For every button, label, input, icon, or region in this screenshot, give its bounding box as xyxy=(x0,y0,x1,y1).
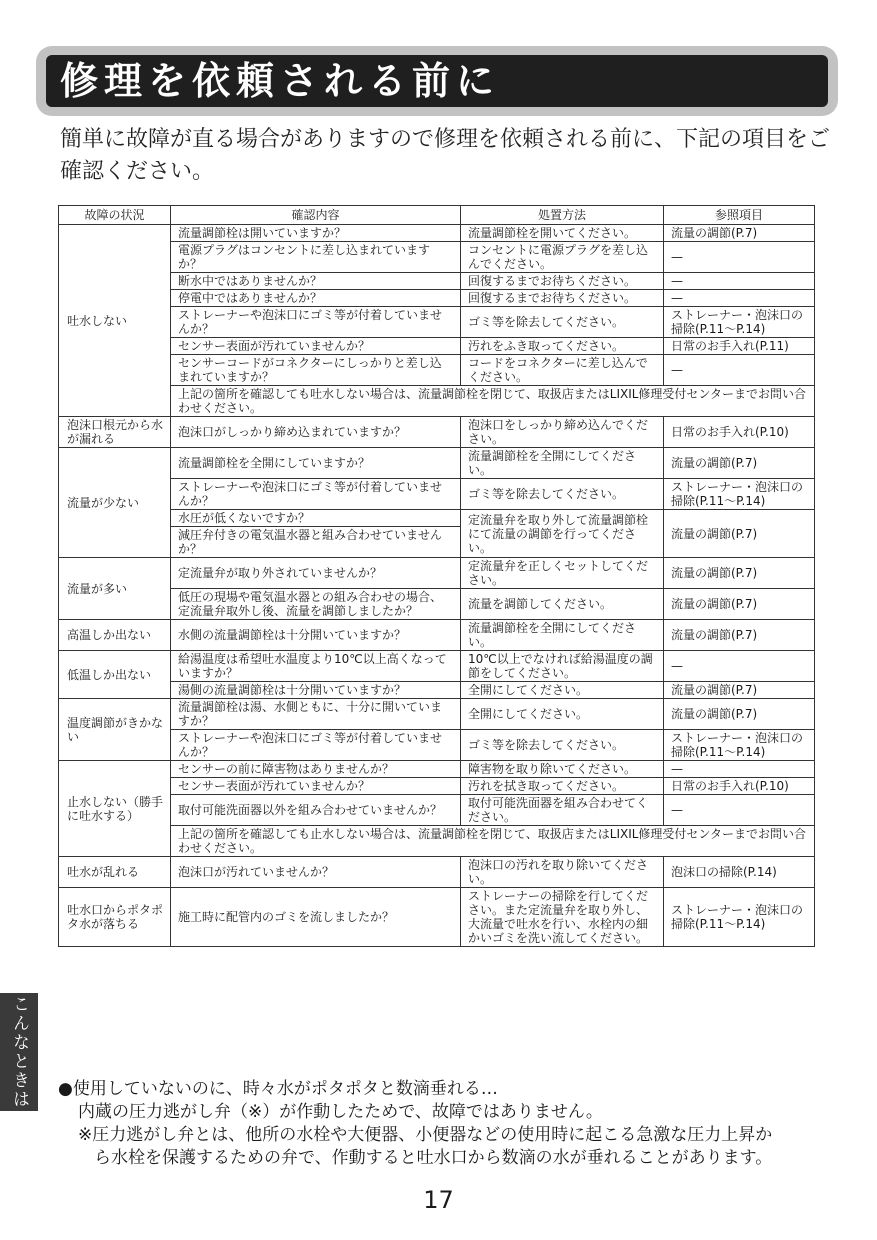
situation-cell: 吐水しない xyxy=(59,225,171,417)
action-cell: 流量調節栓を全開にしてください。 xyxy=(461,620,664,651)
check-cell: 流量調節栓を全開にしていますか？ xyxy=(171,448,461,479)
table-row xyxy=(59,857,815,888)
situation-cell: 高温しか出ない xyxy=(59,620,171,651)
action-cell: コードをコネクターに差し込んでください。 xyxy=(461,355,664,386)
check-cell: 取付可能洗面器以外を組み合わせていませんか？ xyxy=(171,795,461,826)
action-cell: 回復するまでお待ちください。 xyxy=(461,273,664,290)
reference-cell: 流量の調節(P.7) xyxy=(664,620,815,651)
note-line-2: 内蔵の圧力逃がし弁（※）が作動したためで、故障ではありません。 xyxy=(78,1102,603,1122)
header-situation: 故障の状況 xyxy=(59,206,171,225)
reference-cell: 流量の調節(P.7) xyxy=(664,510,815,558)
check-cell: ストレーナーや泡沫口にゴミ等が付着していませんか？ xyxy=(171,307,461,338)
reference-cell: 日常のお手入れ(P.11) xyxy=(664,338,815,355)
action-cell: 障害物を取り除いてください。 xyxy=(461,761,664,778)
situation-cell: 低温しか出ない xyxy=(59,651,171,699)
table-row xyxy=(59,307,815,338)
reference-cell: 日常のお手入れ(P.10) xyxy=(664,778,815,795)
action-cell: ストレーナーの掃除を行してください。また定流量弁を取り外し、大流量で吐水を行い、水栓内の細かいゴミを洗い流してください。 xyxy=(461,888,664,947)
note-line-1: ●使用していないのに、時々水がポタポタと数滴垂れる… xyxy=(58,1079,498,1099)
reference-cell: — xyxy=(664,651,815,682)
header-check: 確認内容 xyxy=(171,206,461,225)
reference-cell: — xyxy=(664,273,815,290)
situation-cell: 吐水口からポタポタ水が落ちる xyxy=(59,888,171,947)
page-number: 17 xyxy=(423,1186,454,1214)
header-action: 処置方法 xyxy=(461,206,664,225)
table-row xyxy=(59,242,815,273)
check-cell: 電源プラグはコンセントに差し込まれていますか？ xyxy=(171,242,461,273)
table-row xyxy=(59,558,815,589)
check-cell: センサー表面が汚れていませんか？ xyxy=(171,778,461,795)
note-line-3: ※圧力逃がし弁とは、他所の水栓や大便器、小便器などの使用時に起こる急激な圧力上昇か xyxy=(78,1125,773,1145)
table-row xyxy=(59,730,815,761)
reference-cell: ストレーナー・泡沫口の掃除(P.11〜P.14) xyxy=(664,307,815,338)
table-row xyxy=(59,778,815,795)
situation-cell: 流量が多い xyxy=(59,558,171,620)
check-cell: 流量調節栓は開いていますか？ xyxy=(171,225,461,242)
check-cell: 流量調節栓は湯、水側ともに、十分に開いていますか？ xyxy=(171,699,461,730)
action-cell: 全開にしてください。 xyxy=(461,699,664,730)
table-note-row xyxy=(59,386,815,417)
note-line-4: ら水栓を保護するための弁で、作動すると吐水口から数滴の水が垂れることがあります。 xyxy=(94,1148,773,1168)
action-cell: 定流量弁を取り外して流量調節栓にて流量の調節を行ってください。 xyxy=(461,510,664,558)
reference-cell: 流量の調節(P.7) xyxy=(664,682,815,699)
action-cell: 流量を調節してください。 xyxy=(461,589,664,620)
action-cell: 回復するまでお待ちください。 xyxy=(461,290,664,307)
table-row xyxy=(59,682,815,699)
note-cell: 上記の箇所を確認しても吐水しない場合は、流量調節栓を閉じて、取扱店またはLIXIL修理受付センターまでお問い合わせください。 xyxy=(171,386,815,417)
page-title: 修理を依頼される前に xyxy=(60,59,501,103)
table-row xyxy=(59,479,815,510)
situation-cell: 泡沫口根元から水が漏れる xyxy=(59,417,171,448)
table-row xyxy=(59,290,815,307)
action-cell: 定流量弁を正しくセットしてください。 xyxy=(461,558,664,589)
table-row xyxy=(59,355,815,386)
table-row xyxy=(59,338,815,355)
check-cell: 施工時に配管内のゴミを流しましたか？ xyxy=(171,888,461,947)
check-cell: 水圧が低くないですか？ xyxy=(171,510,461,527)
reference-cell: 流量の調節(P.7) xyxy=(664,699,815,730)
action-cell: 10℃以上でなければ給湯温度の調節をしてください。 xyxy=(461,651,664,682)
check-cell: 定流量弁が取り外されていませんか？ xyxy=(171,558,461,589)
situation-cell: 止水しない（勝手に吐水する） xyxy=(59,761,171,857)
notes-block xyxy=(58,1078,838,1170)
table-row xyxy=(59,620,815,651)
reference-cell: — xyxy=(664,761,815,778)
reference-cell: 泡沫口の掃除(P.14) xyxy=(664,857,815,888)
reference-cell: ストレーナー・泡沫口の掃除(P.11〜P.14) xyxy=(664,730,815,761)
table-row xyxy=(59,273,815,290)
check-cell: 湯側の流量調節栓は十分開いていますか？ xyxy=(171,682,461,699)
table-row xyxy=(59,795,815,826)
reference-cell: — xyxy=(664,290,815,307)
action-cell: ゴミ等を除去してください。 xyxy=(461,307,664,338)
check-cell: 減圧弁付きの電気温水器と組み合わせていませんか？ xyxy=(171,527,461,558)
check-cell: 泡沫口がしっかり締め込まれていますか？ xyxy=(171,417,461,448)
note-cell: 上記の箇所を確認しても止水しない場合は、流量調節栓を閉じて、取扱店またはLIXIL修理受付センターまでお問い合わせください。 xyxy=(171,826,815,857)
check-cell: センサー表面が汚れていませんか？ xyxy=(171,338,461,355)
reference-cell: 流量の調節(P.7) xyxy=(664,448,815,479)
action-cell: 汚れをふき取ってください。 xyxy=(461,338,664,355)
table-row xyxy=(59,510,815,527)
situation-cell: 流量が少ない xyxy=(59,448,171,558)
check-cell: ストレーナーや泡沫口にゴミ等が付着していませんか？ xyxy=(171,479,461,510)
reference-cell: 流量の調節(P.7) xyxy=(664,225,815,242)
action-cell: ゴミ等を除去してください。 xyxy=(461,730,664,761)
action-cell: 泡沫口の汚れを取り除いてください。 xyxy=(461,857,664,888)
check-cell: センサーコードがコネクターにしっかりと差し込まれていますか？ xyxy=(171,355,461,386)
reference-cell: 流量の調節(P.7) xyxy=(664,558,815,589)
table-row xyxy=(59,589,815,620)
action-cell: 汚れを拭き取ってください。 xyxy=(461,778,664,795)
header-reference: 参照項目 xyxy=(664,206,815,225)
action-cell: ゴミ等を除去してください。 xyxy=(461,479,664,510)
reference-cell: — xyxy=(664,795,815,826)
check-cell: 給湯温度は希望吐水温度より10℃以上高くなっていますか？ xyxy=(171,651,461,682)
reference-cell: — xyxy=(664,242,815,273)
reference-cell: 流量の調節(P.7) xyxy=(664,589,815,620)
troubleshooting-table xyxy=(58,205,815,947)
situation-cell: 温度調節がきかない xyxy=(59,699,171,761)
action-cell: 流量調節栓を全開にしてください。 xyxy=(461,448,664,479)
table-note-row xyxy=(59,826,815,857)
action-cell: 泡沫口をしっかり締め込んでください。 xyxy=(461,417,664,448)
table-row xyxy=(59,888,815,947)
action-cell: 流量調節栓を開いてください。 xyxy=(461,225,664,242)
reference-cell: ストレーナー・泡沫口の掃除(P.11〜P.14) xyxy=(664,479,815,510)
action-cell: 全開にしてください。 xyxy=(461,682,664,699)
table-row xyxy=(59,699,815,730)
check-cell: 低圧の現場や電気温水器との組み合わせの場合、定流量弁取外し後、流量を調節しましたか？ xyxy=(171,589,461,620)
reference-cell: — xyxy=(664,355,815,386)
table-row xyxy=(59,225,815,242)
check-cell: 水側の流量調節栓は十分開いていますか？ xyxy=(171,620,461,651)
check-cell: 断水中ではありませんか？ xyxy=(171,273,461,290)
side-tab: こんなときは xyxy=(0,993,38,1111)
check-cell: 泡沫口が汚れていませんか？ xyxy=(171,857,461,888)
table-body xyxy=(59,225,815,947)
intro-text: 簡単に故障が直る場合がありますので修理を依頼される前に、下記の項目をご確認ください。 xyxy=(60,127,831,184)
table-row xyxy=(59,761,815,778)
action-cell: 取付可能洗面器を組み合わせてください。 xyxy=(461,795,664,826)
reference-cell: 日常のお手入れ(P.10) xyxy=(664,417,815,448)
check-cell: センサーの前に障害物はありませんか？ xyxy=(171,761,461,778)
check-cell: 停電中ではありませんか？ xyxy=(171,290,461,307)
table-header-row xyxy=(59,206,815,225)
action-cell: コンセントに電源プラグを差し込んでください。 xyxy=(461,242,664,273)
reference-cell: ストレーナー・泡沫口の掃除(P.11〜P.14) xyxy=(664,888,815,947)
table-row xyxy=(59,448,815,479)
table-row xyxy=(59,417,815,448)
check-cell: ストレーナーや泡沫口にゴミ等が付着していませんか？ xyxy=(171,730,461,761)
table-row xyxy=(59,651,815,682)
situation-cell: 吐水が乱れる xyxy=(59,857,171,888)
